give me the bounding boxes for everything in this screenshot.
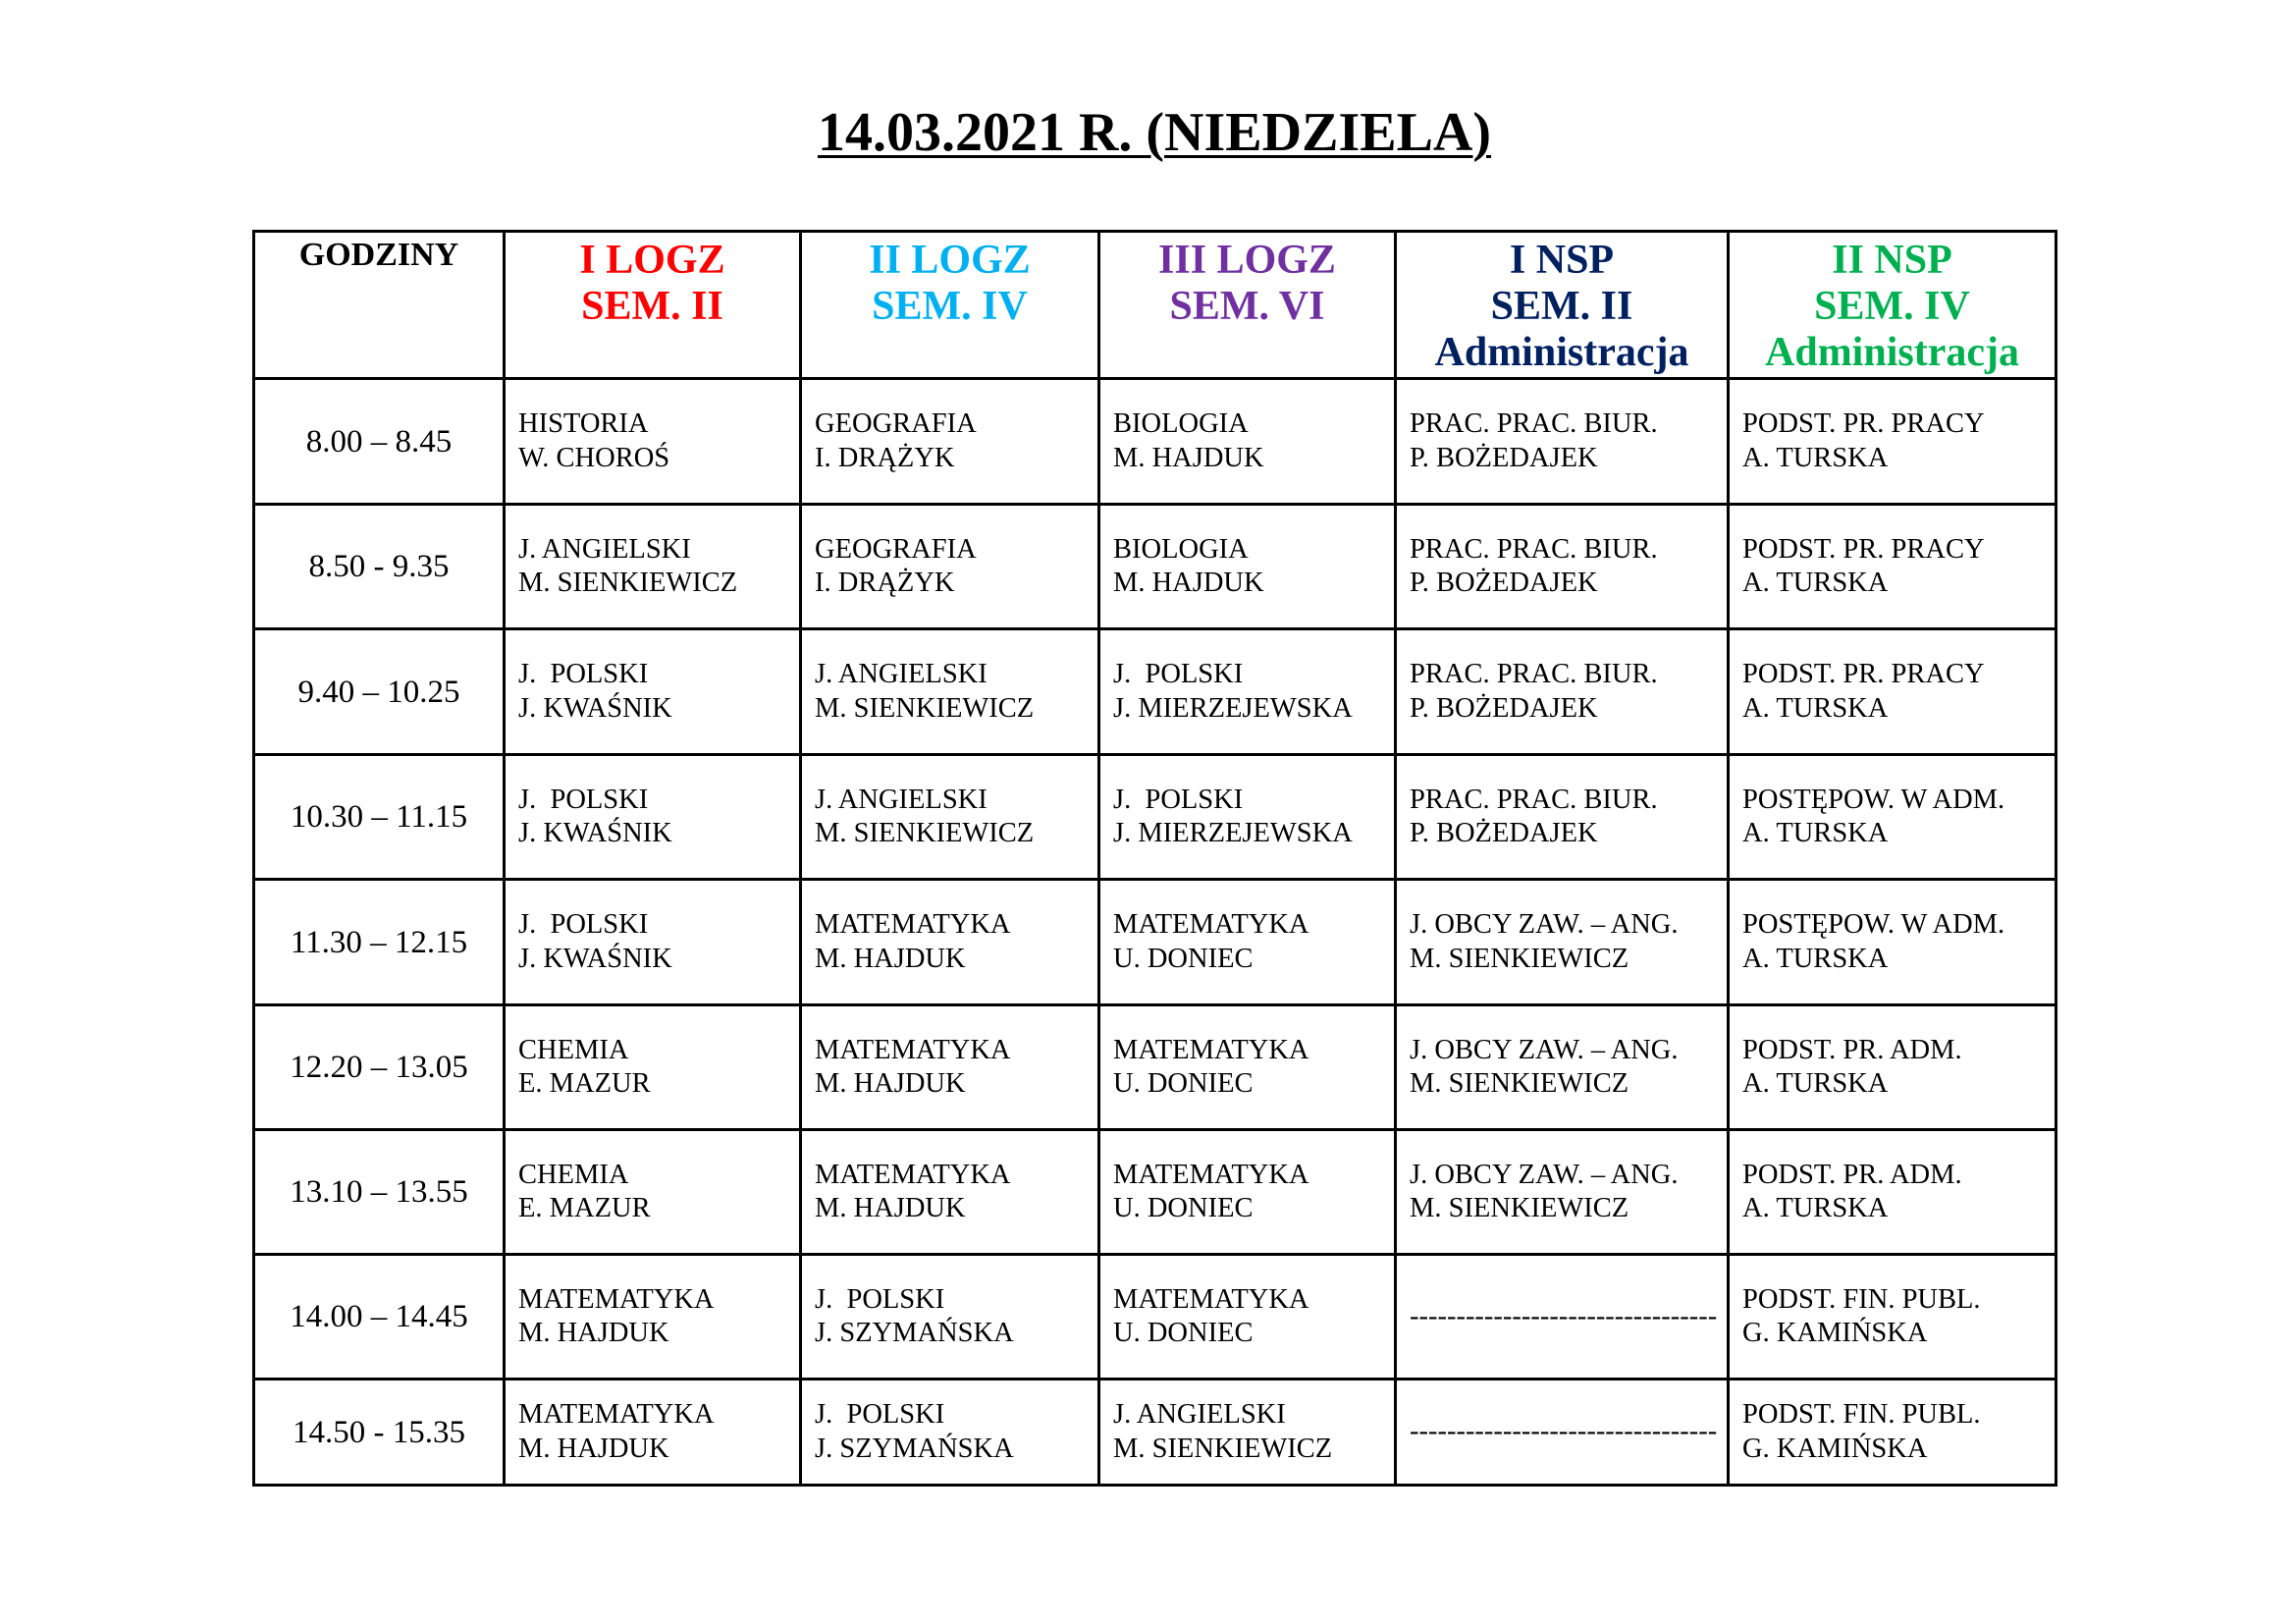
teacher-name: J. MIERZEJEWSKA	[1113, 818, 1353, 848]
subject-name: PODST. PR. ADM.	[1742, 1034, 1962, 1065]
schedule-cell	[802, 881, 1097, 1003]
schedule-cell-empty	[1397, 1380, 1727, 1484]
teacher-name: M. HAJDUK	[1113, 442, 1264, 473]
teacher-name: G. KAMIŃSKA	[1742, 1318, 1928, 1348]
schedule-cell	[1397, 380, 1727, 503]
subject-name: MATEMATYKA	[518, 1399, 715, 1430]
schedule-cell	[1397, 630, 1727, 753]
time-slot	[255, 1256, 503, 1378]
subject-name: J. OBCY ZAW. – ANG.	[1410, 909, 1679, 940]
schedule-cell	[506, 630, 799, 753]
subject-name: J. POLSKI	[518, 784, 649, 815]
specialty-label: Administracja	[1765, 330, 2019, 375]
subject-name: J. POLSKI	[815, 1399, 945, 1430]
time-slot	[255, 1131, 503, 1253]
teacher-name: P. BOŻEDAJEK	[1410, 692, 1598, 724]
schedule-cell	[1100, 1380, 1394, 1484]
schedule-cell-empty	[1397, 1256, 1727, 1378]
specialty-label: Administracja	[1434, 330, 1689, 375]
time-range: 10.30 – 11.15	[290, 799, 468, 835]
schedule-cell	[1730, 881, 2055, 1003]
subject-name: MATEMATYKA	[815, 1034, 1011, 1065]
group-name: I NSP	[1509, 238, 1615, 283]
schedule-cell	[506, 1131, 799, 1253]
teacher-name: I. DRĄŻYK	[815, 568, 955, 598]
empty-slot-dashes: ---------------------------------	[1410, 1416, 1718, 1447]
subject-name: MATEMATYKA	[518, 1283, 715, 1315]
schedule-cell	[802, 756, 1097, 878]
time-slot	[255, 881, 503, 1003]
teacher-name: A. TURSKA	[1742, 943, 1889, 974]
subject-name: HISTORIA	[518, 408, 649, 439]
teacher-name: M. SIENKIEWICZ	[1410, 1193, 1629, 1223]
time-range: 14.50 - 15.35	[293, 1414, 465, 1450]
hours-label: GODZINY	[298, 237, 459, 273]
schedule-cell	[506, 756, 799, 878]
column-header-ii-nsp	[1730, 233, 2055, 377]
subject-name: J. ANGIELSKI	[1113, 1399, 1286, 1430]
time-slot	[255, 756, 503, 878]
teacher-name: M. SIENKIEWICZ	[1113, 1433, 1333, 1464]
schedule-cell	[506, 881, 799, 1003]
subject-name: J. POLSKI	[518, 659, 649, 689]
time-slot	[255, 1380, 503, 1484]
column-header-i-nsp	[1397, 233, 1727, 377]
teacher-name: I. DRĄŻYK	[815, 442, 955, 473]
schedule-cell	[506, 380, 799, 503]
subject-name: J. ANGIELSKI	[815, 659, 988, 689]
teacher-name: J. KWAŚNIK	[518, 692, 672, 724]
subject-name: MATEMATYKA	[815, 1159, 1011, 1190]
schedule-cell	[1397, 881, 1727, 1003]
schedule-cell	[1100, 1256, 1394, 1378]
column-header-ii-logz	[802, 233, 1097, 377]
subject-name: PODST. PR. PRACY	[1742, 659, 1985, 689]
schedule-cell	[1397, 1006, 1727, 1128]
time-slot	[255, 1006, 503, 1128]
subject-name: MATEMATYKA	[815, 909, 1011, 940]
time-range: 13.10 – 13.55	[290, 1174, 468, 1210]
subject-name: PRAC. PRAC. BIUR.	[1410, 784, 1658, 815]
schedule-cell	[1730, 756, 2055, 878]
teacher-name: J. MIERZEJEWSKA	[1113, 692, 1353, 724]
subject-name: GEOGRAFIA	[815, 533, 977, 565]
teacher-name: M. SIENKIEWICZ	[518, 568, 738, 598]
schedule-cell	[1100, 506, 1394, 627]
teacher-name: W. CHOROŚ	[518, 442, 670, 473]
teacher-name: M. HAJDUK	[518, 1433, 669, 1464]
teacher-name: A. TURSKA	[1742, 692, 1889, 724]
subject-name: PRAC. PRAC. BIUR.	[1410, 533, 1658, 565]
time-slot	[255, 380, 503, 503]
teacher-name: U. DONIEC	[1113, 1193, 1254, 1223]
teacher-name: J. KWAŚNIK	[518, 818, 672, 848]
subject-name: POSTĘPOW. W ADM.	[1742, 784, 2005, 815]
schedule-cell	[1100, 380, 1394, 503]
semester-label: SEM. II	[1490, 284, 1633, 329]
schedule-cell	[802, 1131, 1097, 1253]
subject-name: MATEMATYKA	[1113, 909, 1309, 940]
column-header-i-logz	[506, 233, 799, 377]
subject-name: MATEMATYKA	[1113, 1034, 1309, 1065]
schedule-cell	[1730, 1006, 2055, 1128]
schedule-cell	[1730, 1380, 2055, 1484]
teacher-name: A. TURSKA	[1742, 568, 1889, 598]
subject-name: BIOLOGIA	[1113, 408, 1249, 439]
subject-name: PODST. FIN. PUBL.	[1742, 1283, 1981, 1315]
column-header-iii-logz	[1100, 233, 1394, 377]
schedule-cell	[802, 1256, 1097, 1378]
schedule-cell	[506, 506, 799, 627]
schedule-cell	[1100, 1131, 1394, 1253]
semester-label: SEM. IV	[1814, 284, 1970, 329]
schedule-cell	[802, 630, 1097, 753]
schedule-cell	[802, 506, 1097, 627]
subject-name: CHEMIA	[518, 1034, 629, 1065]
subject-name: PODST. FIN. PUBL.	[1742, 1399, 1981, 1430]
teacher-name: U. DONIEC	[1113, 1318, 1254, 1348]
teacher-name: U. DONIEC	[1113, 943, 1254, 974]
teacher-name: A. TURSKA	[1742, 442, 1889, 473]
subject-name: GEOGRAFIA	[815, 408, 977, 439]
subject-name: PODST. PR. PRACY	[1742, 408, 1985, 439]
teacher-name: M. HAJDUK	[1113, 568, 1264, 598]
subject-name: J. POLSKI	[1113, 784, 1244, 815]
time-range: 14.00 – 14.45	[290, 1299, 468, 1334]
semester-label: SEM. VI	[1169, 284, 1325, 329]
group-name: II LOGZ	[869, 238, 1031, 283]
schedule-cell	[802, 1006, 1097, 1128]
column-header-hours	[255, 233, 503, 377]
semester-label: SEM. II	[581, 284, 723, 329]
schedule-cell	[1397, 1131, 1727, 1253]
time-range: 9.40 – 10.25	[297, 674, 460, 710]
teacher-name: M. HAJDUK	[815, 1193, 966, 1223]
teacher-name: P. BOŻEDAJEK	[1410, 818, 1598, 848]
page-title: 14.03.2021 R. (NIEDZIELA)	[817, 102, 1492, 163]
teacher-name: M. SIENKIEWICZ	[815, 692, 1035, 724]
subject-name: PODST. PR. ADM.	[1742, 1159, 1962, 1190]
teacher-name: M. SIENKIEWICZ	[1410, 943, 1629, 974]
schedule-cell	[1100, 630, 1394, 753]
teacher-name: M. SIENKIEWICZ	[1410, 1068, 1629, 1099]
schedule-cell	[506, 1256, 799, 1378]
subject-name: BIOLOGIA	[1113, 533, 1249, 565]
teacher-name: J. KWAŚNIK	[518, 943, 672, 974]
teacher-name: U. DONIEC	[1113, 1068, 1254, 1099]
teacher-name: G. KAMIŃSKA	[1742, 1433, 1928, 1464]
time-range: 11.30 – 12.15	[290, 924, 468, 960]
schedule-cell	[802, 1380, 1097, 1484]
schedule-table	[252, 230, 2057, 1487]
time-range: 8.50 - 9.35	[308, 549, 450, 584]
teacher-name: E. MAZUR	[518, 1068, 651, 1099]
schedule-cell	[1100, 881, 1394, 1003]
teacher-name: M. HAJDUK	[815, 1068, 966, 1099]
schedule-cell	[1730, 1131, 2055, 1253]
subject-name: J. OBCY ZAW. – ANG.	[1410, 1034, 1679, 1065]
schedule-cell	[1100, 756, 1394, 878]
subject-name: J. ANGIELSKI	[518, 533, 691, 565]
teacher-name: A. TURSKA	[1742, 1193, 1889, 1223]
teacher-name: P. BOŻEDAJEK	[1410, 442, 1598, 473]
time-range: 12.20 – 13.05	[290, 1050, 468, 1085]
teacher-name: M. HAJDUK	[815, 943, 966, 974]
subject-name: CHEMIA	[518, 1159, 629, 1190]
subject-name: J. ANGIELSKI	[815, 784, 988, 815]
empty-slot-dashes: ---------------------------------	[1410, 1300, 1718, 1331]
group-name: II NSP	[1832, 238, 1952, 283]
teacher-name: J. SZYMAŃSKA	[815, 1433, 1014, 1464]
teacher-name: A. TURSKA	[1742, 1068, 1889, 1099]
time-range: 8.00 – 8.45	[305, 423, 453, 460]
schedule-cell	[1397, 506, 1727, 627]
subject-name: J. OBCY ZAW. – ANG.	[1410, 1159, 1679, 1190]
subject-name: J. POLSKI	[815, 1283, 945, 1315]
group-name: III LOGZ	[1158, 238, 1336, 283]
schedule-cell	[506, 1006, 799, 1128]
schedule-cell	[1100, 1006, 1394, 1128]
subject-name: J. POLSKI	[518, 909, 649, 940]
subject-name: MATEMATYKA	[1113, 1283, 1309, 1315]
subject-name: POSTĘPOW. W ADM.	[1742, 909, 2005, 940]
subject-name: J. POLSKI	[1113, 659, 1244, 689]
schedule-cell	[506, 1380, 799, 1484]
schedule-cell	[1730, 380, 2055, 503]
teacher-name: M. HAJDUK	[518, 1318, 669, 1348]
teacher-name: E. MAZUR	[518, 1193, 651, 1223]
subject-name: MATEMATYKA	[1113, 1159, 1309, 1190]
subject-name: PRAC. PRAC. BIUR.	[1410, 408, 1658, 439]
teacher-name: P. BOŻEDAJEK	[1410, 568, 1598, 598]
teacher-name: M. SIENKIEWICZ	[815, 818, 1035, 848]
schedule-cell	[1730, 1256, 2055, 1378]
schedule-cell	[802, 380, 1097, 503]
subject-name: PODST. PR. PRACY	[1742, 533, 1985, 565]
schedule-cell	[1730, 506, 2055, 627]
teacher-name: A. TURSKA	[1742, 818, 1889, 848]
group-name: I LOGZ	[579, 238, 725, 283]
semester-label: SEM. IV	[872, 284, 1028, 329]
time-slot	[255, 630, 503, 753]
teacher-name: J. SZYMAŃSKA	[815, 1318, 1014, 1348]
schedule-cell	[1730, 630, 2055, 753]
time-slot	[255, 506, 503, 627]
schedule-cell	[1397, 756, 1727, 878]
subject-name: PRAC. PRAC. BIUR.	[1410, 659, 1658, 689]
